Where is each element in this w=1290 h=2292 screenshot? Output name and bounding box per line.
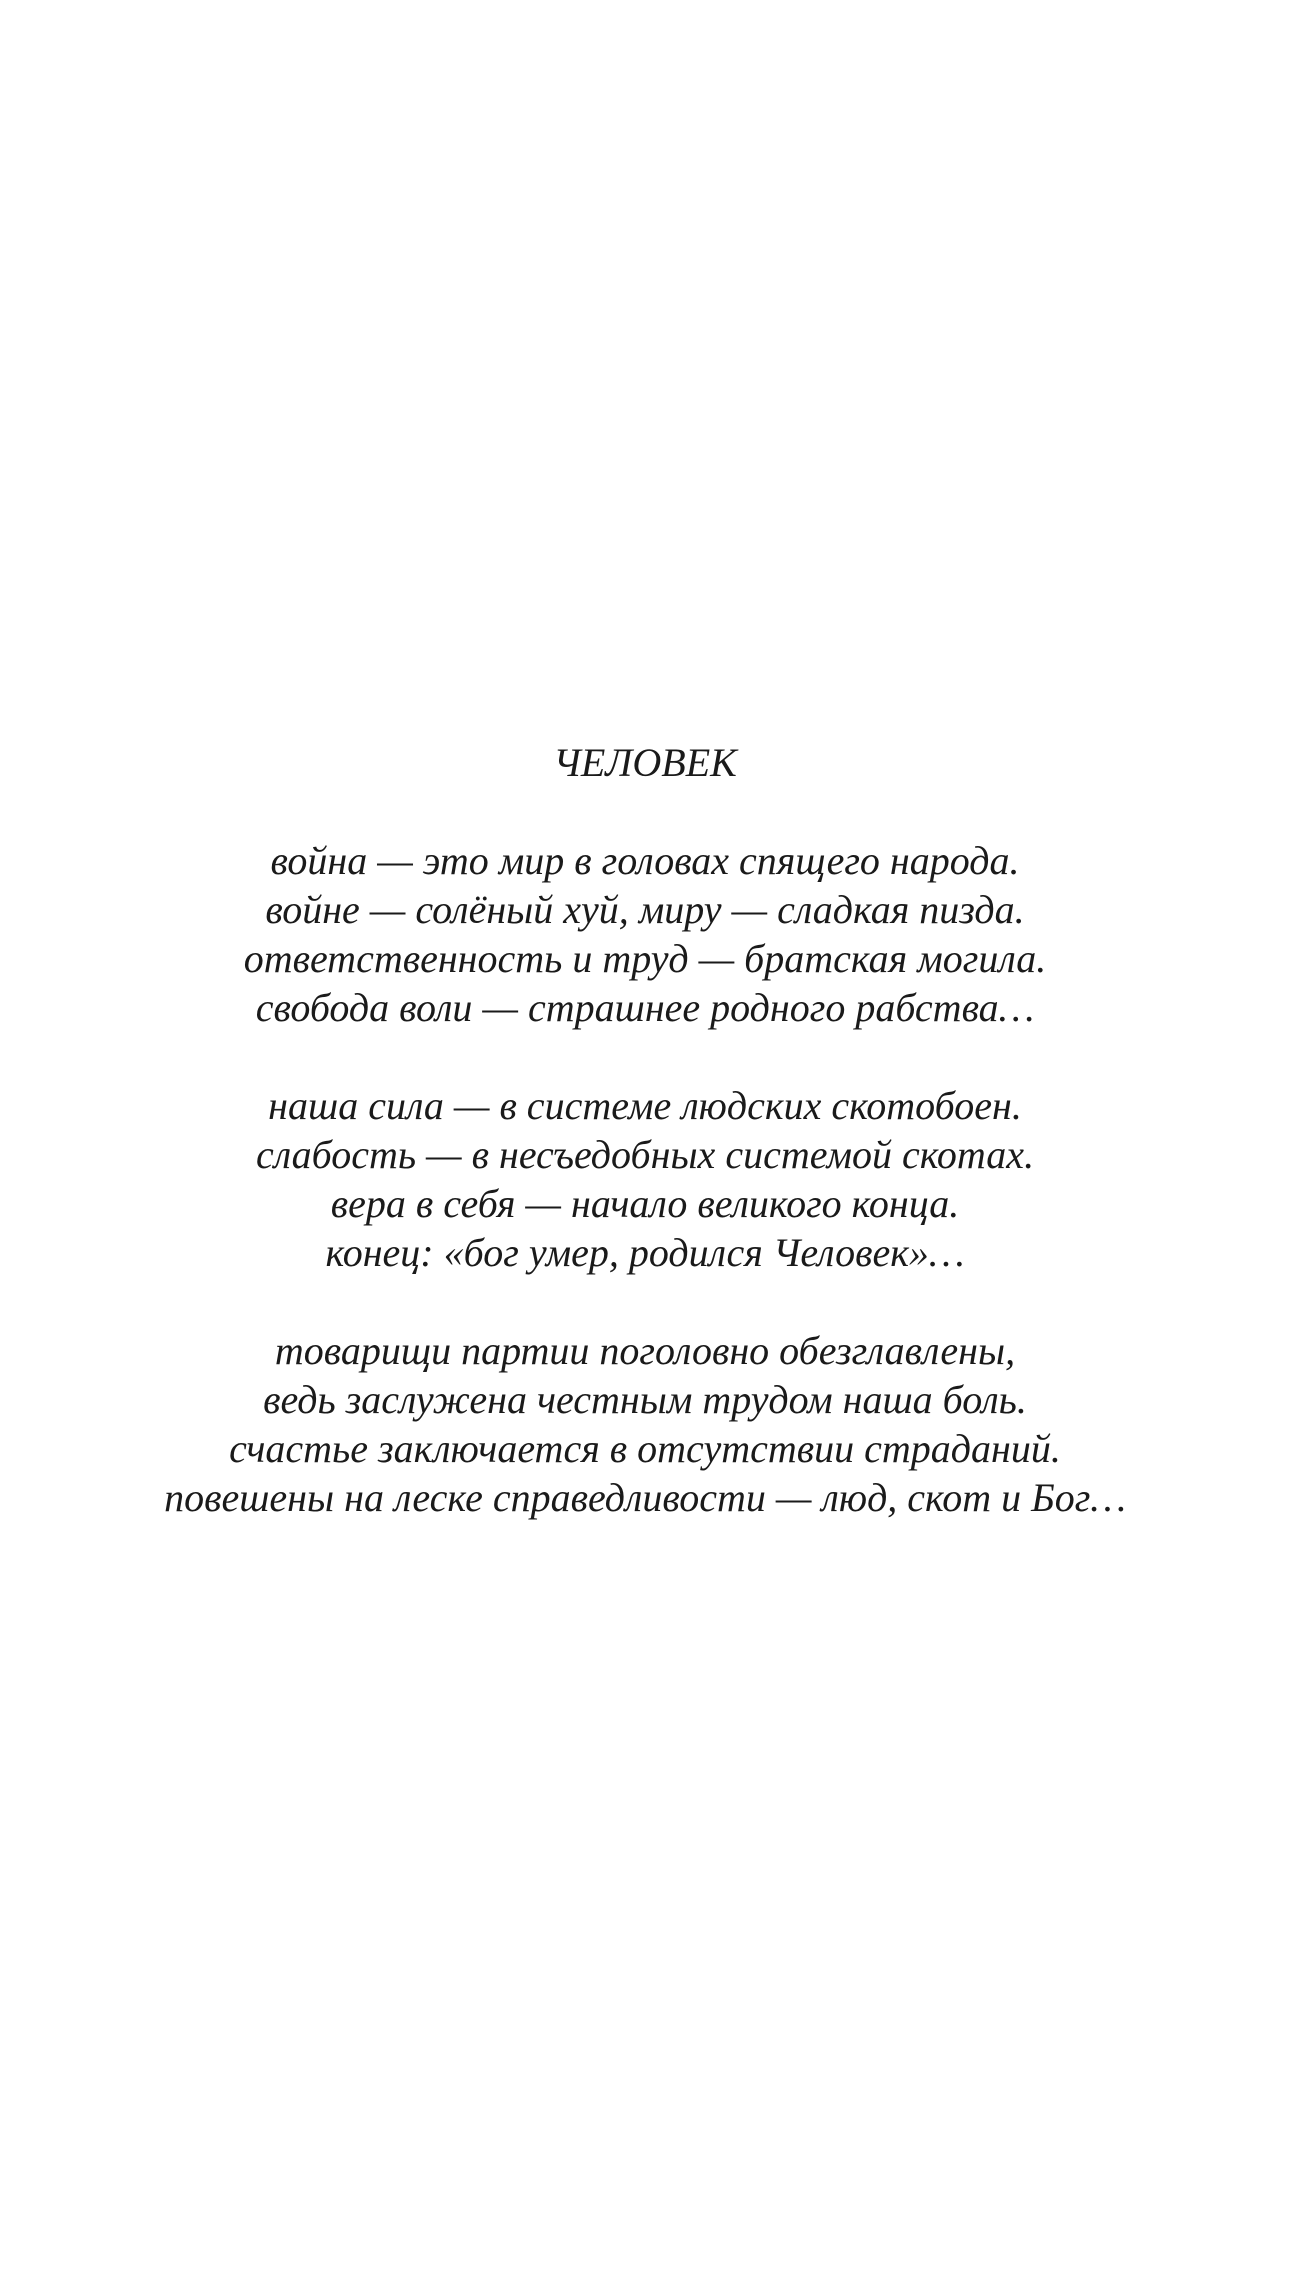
stanza-2: [0, 1081, 1290, 1277]
poem: [0, 738, 1290, 1522]
poem-line: повешены на леске справедливости — люд, скот и Бог…: [164, 1475, 1126, 1520]
poem-line: счастье заключается в отсутствии страданий.: [229, 1426, 1061, 1471]
poem-line: вера в себя — начало великого конца.: [330, 1181, 960, 1226]
poem-line: ведь заслужена честным трудом наша боль.: [263, 1377, 1027, 1422]
stanza-1: [0, 836, 1290, 1032]
poem-line: свобода воли — страшнее родного рабства…: [255, 985, 1035, 1030]
poem-line: война — это мир в головах спящего народа.: [270, 838, 1020, 883]
stanza-3: [0, 1326, 1290, 1522]
poem-line: слабость — в несъедобных системой скотах.: [255, 1132, 1035, 1177]
poem-line: войне — солёный хуй, миру — сладкая пизда.: [265, 887, 1025, 932]
poem-title: ЧЕЛОВЕК: [553, 740, 737, 785]
poem-line: товарищи партии поголовно обезглавлены,: [274, 1328, 1016, 1373]
poem-line: ответственность и труд — братская могила.: [243, 936, 1047, 981]
poem-line: наша сила — в системе людских скотобоен.: [268, 1083, 1022, 1128]
poem-line: конец: «бог умер, родился Человек»…: [325, 1230, 965, 1275]
